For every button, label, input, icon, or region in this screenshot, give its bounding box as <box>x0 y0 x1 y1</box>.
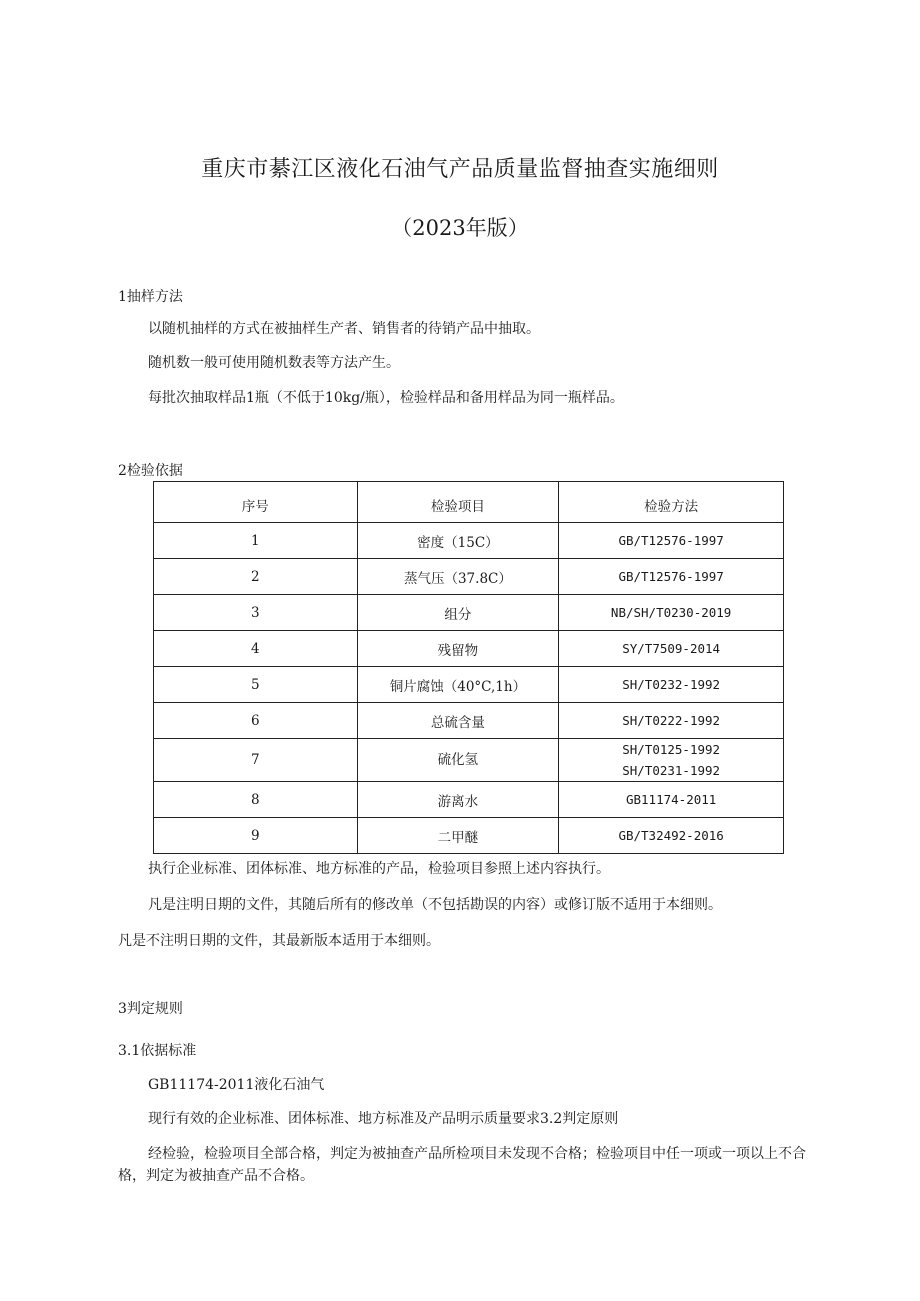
cell-no: 1 <box>154 523 358 559</box>
table-row <box>154 559 784 595</box>
section-1-paragraph: 随机数一般可使用随机数表等方法产生。 <box>148 355 400 371</box>
table-row <box>154 818 784 854</box>
standard-item: 现行有效的企业标准、团体标准、地方标准及产品明示质量要求3.2判定原则 <box>148 1111 619 1127</box>
standard-item: GB11174-2011液化石油气 <box>148 1077 325 1093</box>
cell-item: 组分 <box>357 595 559 631</box>
conclusion-text: 经检验，检验项目全部合格，判定为被抽查产品所检项目未发现不合格；检验项目中任一项或一项以上不合格，判定为被抽查产品不合格。 <box>118 1146 806 1184</box>
cell-method: GB/T12576-1997 <box>559 523 784 559</box>
section-2-heading: 2检验依据 <box>118 463 183 479</box>
inspection-standards-table <box>153 481 784 854</box>
section-3-heading: 3判定规则 <box>118 1001 183 1017</box>
cell-item: 硫化氢 <box>357 739 559 782</box>
cell-method: NB/SH/T0230-2019 <box>559 595 784 631</box>
cell-no: 5 <box>154 667 358 703</box>
section-3-1-heading: 3.1依据标准 <box>118 1043 197 1059</box>
section-2-note: 执行企业标准、团体标准、地方标准的产品，检验项目参照上述内容执行。 <box>148 861 610 877</box>
cell-no: 2 <box>154 559 358 595</box>
cell-method: GB11174-2011 <box>559 782 784 818</box>
cell-method: SH/T0232-1992 <box>559 667 784 703</box>
cell-method: SH/T0222-1992 <box>559 703 784 739</box>
table-row <box>154 595 784 631</box>
section-1-heading: 1抽样方法 <box>118 289 183 305</box>
cell-method <box>559 739 784 782</box>
cell-method: GB/T12576-1997 <box>559 559 784 595</box>
cell-no: 6 <box>154 703 358 739</box>
section-1-paragraph: 以随机抽样的方式在被抽样生产者、销售者的待销产品中抽取。 <box>148 321 540 337</box>
conclusion-paragraph <box>118 1143 814 1187</box>
cell-item: 蒸气压（37.8C） <box>357 559 559 595</box>
header-method: 检验方法 <box>559 482 784 523</box>
cell-no: 4 <box>154 631 358 667</box>
cell-method-line: SH/T0231-1992 <box>622 763 721 778</box>
cell-item: 铜片腐蚀（40°C,1h） <box>357 667 559 703</box>
document-title: 重庆市綦江区液化石油气产品质量监督抽查实施细则 <box>201 157 719 182</box>
cell-item: 残留物 <box>357 631 559 667</box>
section-1-paragraph: 每批次抽取样品1瓶（不低于10kg/瓶），检验样品和备用样品为同一瓶样品。 <box>148 390 624 406</box>
cell-method: SY/T7509-2014 <box>559 631 784 667</box>
section-2-note: 凡是注明日期的文件，其随后所有的修改单（不包括勘误的内容）或修订版不适用于本细则。 <box>148 897 722 913</box>
cell-item: 游离水 <box>357 782 559 818</box>
header-item: 检验项目 <box>357 482 559 523</box>
cell-no: 8 <box>154 782 358 818</box>
table-row <box>154 703 784 739</box>
table-row <box>154 523 784 559</box>
cell-no: 9 <box>154 818 358 854</box>
header-no: 序号 <box>154 482 358 523</box>
document-subtitle: （2023年版） <box>391 216 529 240</box>
table-header-row <box>154 482 784 523</box>
cell-method: GB/T32492-2016 <box>559 818 784 854</box>
cell-no: 7 <box>154 739 358 782</box>
cell-item: 二甲醚 <box>357 818 559 854</box>
section-2-note: 凡是不注明日期的文件，其最新版本适用于本细则。 <box>118 933 440 949</box>
table-row <box>154 782 784 818</box>
table-row <box>154 739 784 782</box>
table-row <box>154 631 784 667</box>
cell-item: 总硫含量 <box>357 703 559 739</box>
cell-method-line: SH/T0125-1992 <box>622 742 721 757</box>
table-row <box>154 667 784 703</box>
cell-no: 3 <box>154 595 358 631</box>
cell-item: 密度（15C） <box>357 523 559 559</box>
